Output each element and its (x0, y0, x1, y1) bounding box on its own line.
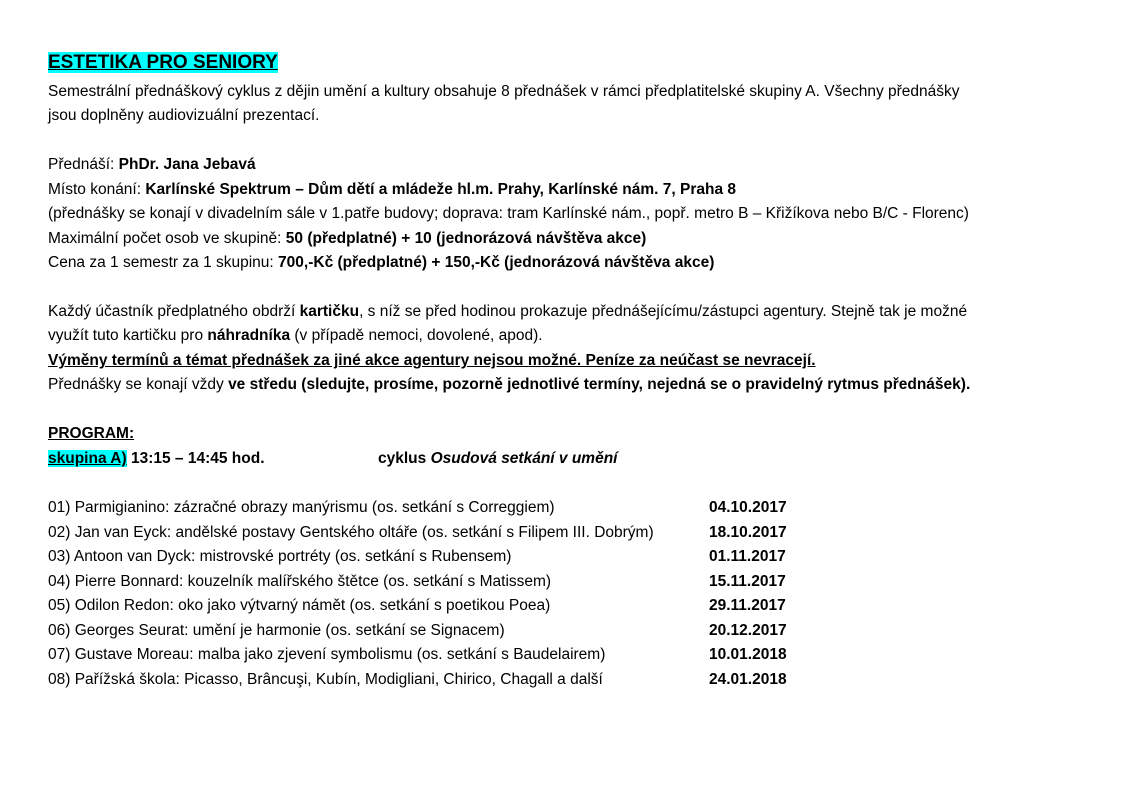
card-rule-line (48, 300, 967, 324)
card-rule-part-1: Každý účastník předplatného obdrží (48, 303, 300, 320)
price-line (48, 251, 714, 275)
price-label: Cena za 1 semestr za 1 skupinu: (48, 254, 279, 271)
weekday-bold: ve středu (sledujte, prosíme, pozorně jednotlivé termíny, nejedná se o pravidelný rytmus přednášek). (228, 376, 971, 393)
lecture-title: 01) Parmigianino: zázračné obrazy manýrismu (os. setkání s Correggiem) (48, 499, 555, 516)
substitute-part-2: (v případě nemoci, dovolené, apod). (290, 327, 543, 344)
venue-value: Karlínské Spektrum – Dům dětí a mládeže hl.m. Prahy, Karlínské nám. 7, Praha 8 (145, 181, 737, 198)
title-text: ESTETIKA PRO SENIORY (48, 52, 278, 73)
no-exchange-notice: Výměny termínů a témat přednášek za jiné akce agentury nejsou možné. Peníze za neúčast se nevracejí. (48, 352, 816, 369)
price-value: 700,-Kč (předplatné) + 150,-Kč (jednorázová návštěva akce) (278, 254, 715, 271)
venue-label: Místo konání: (48, 181, 146, 198)
substitute-bold: náhradníka (207, 327, 291, 344)
lecture-date: 18.10.2017 (709, 524, 787, 541)
lecture-date: 20.12.2017 (709, 622, 787, 639)
lecture-title: 08) Pařížská škola: Picasso, Brâncuşi, Kubín, Modigliani, Chirico, Chagall a další (48, 671, 603, 688)
document-title (48, 50, 278, 76)
program-heading: PROGRAM: (48, 425, 135, 442)
lecture-date: 01.11.2017 (709, 548, 786, 565)
lecture-title: 07) Gustave Moreau: malba jako zjevení symbolismu (os. setkání s Baudelairem) (48, 646, 606, 663)
lecturer-label: Přednáší: (48, 156, 119, 173)
weekday-part-1: Přednášky se konají vždy (48, 376, 229, 393)
capacity-line (48, 227, 646, 251)
venue-line (48, 178, 736, 202)
lecturer-name: PhDr. Jana Jebavá (118, 156, 256, 173)
substitute-part-1: využít tuto kartičku pro (48, 327, 208, 344)
card-rule-part-2: , s níž se před hodinou prokazuje přednášejícímu/zástupci agentury. Stejně tak je možné (359, 303, 968, 320)
capacity-value: 50 (předplatné) + 10 (jednorázová návštěva akce) (285, 230, 647, 247)
lecture-date: 04.10.2017 (709, 499, 787, 516)
lecture-title: 04) Pierre Bonnard: kouzelník malířského štětce (os. setkání s Matissem) (48, 573, 552, 590)
group-label: skupina A) (48, 450, 127, 467)
lecturer-line (48, 153, 256, 177)
lecture-date: 24.01.2018 (709, 671, 787, 688)
lecture-date: 15.11.2017 (709, 573, 786, 590)
lecture-title: 03) Antoon van Dyck: mistrovské portréty (os. setkání s Rubensem) (48, 548, 512, 565)
lecture-title: 06) Georges Seurat: umění je harmonie (os. setkání se Signacem) (48, 622, 505, 639)
group-line (48, 447, 748, 471)
capacity-label: Maximální počet osob ve skupině: (48, 230, 286, 247)
lecture-title: 02) Jan van Eyck: andělské postavy Gentského oltáře (os. setkání s Filipem III. Dobrým) (48, 524, 654, 541)
venue-note: (přednášky se konají v divadelním sále v 1.patře budovy; doprava: tram Karlínské nám., popř. metro B – Křižíkova nebo B/C - Florenc) (48, 205, 969, 222)
weekday-rule-line (48, 373, 970, 397)
lecture-date: 10.01.2018 (709, 646, 787, 663)
intro-line-1: Semestrální přednáškový cyklus z dějin umění a kultury obsahuje 8 přednášek v rámci předplatitelské skupiny A. Všechny přednášky (48, 83, 960, 100)
substitute-rule-line (48, 324, 543, 348)
group-time: 13:15 – 14:45 hod. (126, 450, 265, 467)
cycle-label: cyklus (378, 450, 431, 467)
intro-line-2: jsou doplněny audiovizuální prezentací. (48, 107, 320, 124)
card-rule-bold: kartičku (299, 303, 360, 320)
cycle-name: Osudová setkání v umění (430, 450, 618, 467)
lecture-title: 05) Odilon Redon: oko jako výtvarný námět (os. setkání s poetikou Poea) (48, 597, 551, 614)
lecture-date: 29.11.2017 (709, 597, 786, 614)
cycle-info (378, 447, 618, 471)
